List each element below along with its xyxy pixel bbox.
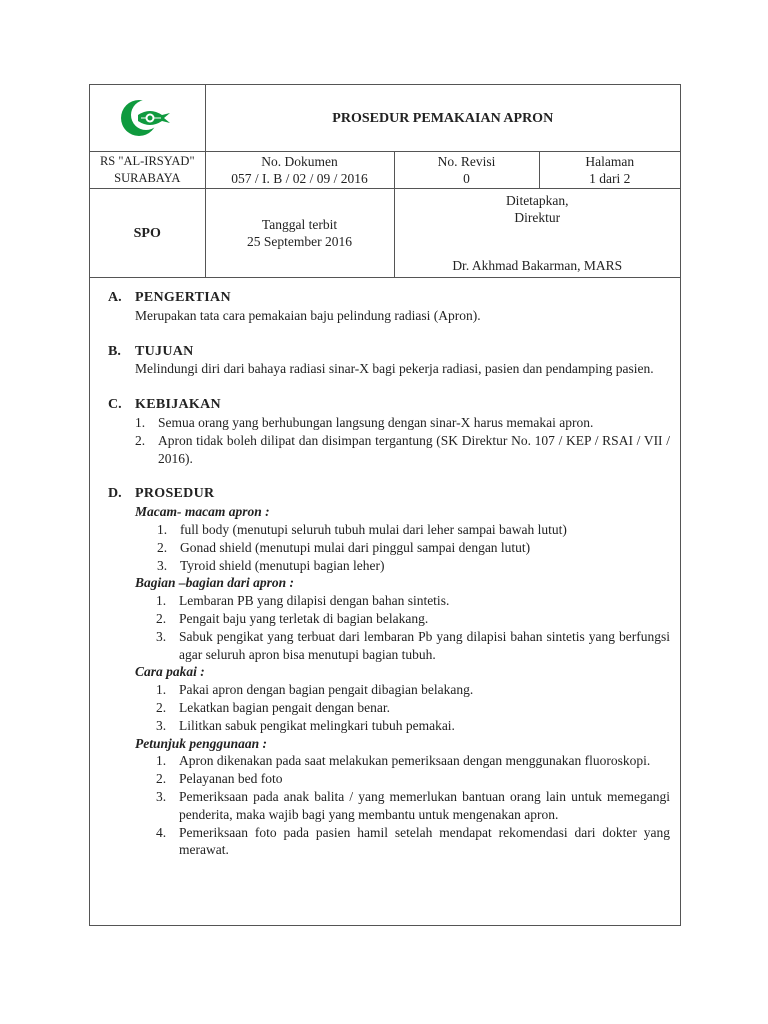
revision-label: No. Revisi <box>437 154 496 169</box>
section-letter: D. <box>108 486 122 502</box>
section-pengertian <box>90 289 680 325</box>
section-kebijakan <box>90 396 680 467</box>
hospital-name <box>90 152 205 189</box>
approval-cell <box>394 189 680 278</box>
section-prosedur <box>90 485 680 859</box>
list-item: 1. full body (menutupi seluruh tubuh mulai dari leher sampai bawah lutut) <box>157 521 567 537</box>
hospital-logo-icon <box>117 93 177 143</box>
issue-date-value: 25 September 2016 <box>247 234 352 249</box>
usage-steps-list <box>135 681 670 734</box>
approval-label: Ditetapkan, <box>505 193 569 208</box>
list-item: 3. Tyroid shield (menutupi bagian leher) <box>157 557 385 573</box>
list-item: 1. Lembaran PB yang dilapisi dengan bahan sintetis. <box>156 593 450 609</box>
section-letter: C. <box>108 397 122 413</box>
list-item: 3. Pemeriksaan pada anak balita / yang memerlukan bantuan orang lain untuk memegangi penderita, maka wajib bagi yang membantu untuk mengenakan apron. <box>156 788 670 822</box>
list-item: 2. Pengait baju yang terletak di bagian belakang. <box>156 610 429 626</box>
apron-parts-list <box>135 592 670 663</box>
revision-value: 0 <box>463 171 470 186</box>
issue-date-label: Tanggal terbit <box>261 217 338 232</box>
subheading-cara: Cara pakai : <box>135 664 205 680</box>
usage-guidance-list <box>135 752 670 859</box>
section-letter: B. <box>108 343 121 359</box>
list-item: 2. Gonad shield (menutupi mulai dari pinggul sampai dengan lutut) <box>157 539 531 555</box>
section-tujuan <box>90 343 680 379</box>
document-content <box>90 289 680 877</box>
list-item: 1. Apron dikenakan pada saat melakukan pemeriksaan dengan menggunakan fluoroskopi. <box>156 753 651 769</box>
hospital-name-line2: SURABAYA <box>114 171 181 185</box>
page-number-label: Halaman <box>585 154 635 169</box>
policy-list <box>135 414 670 467</box>
document-number-value: 057 / I. B / 02 / 09 / 2016 <box>231 171 368 186</box>
section-heading: PROSEDUR <box>135 486 215 502</box>
section-text: Merupakan tata cara pemakaian baju pelindung radiasi (Apron). <box>135 307 481 323</box>
apron-types-list <box>135 521 670 574</box>
spo-label: SPO <box>90 189 205 278</box>
page-number-cell <box>539 152 680 189</box>
section-heading: PENGERTIAN <box>135 290 231 305</box>
document-title: PROSEDUR PEMAKAIAN APRON <box>205 85 680 152</box>
approver-name: Dr. Akhmad Bakarman, MARS <box>452 258 623 273</box>
page-number-value: 1 dari 2 <box>589 171 631 186</box>
list-item: 1. Pakai apron dengan bagian pengait dibagian belakang. <box>156 682 474 698</box>
hospital-name-line1: RS "AL-IRSYAD" <box>99 154 195 168</box>
list-item: 1. Semua orang yang berhubungan langsung dengan sinar-X harus memakai apron. <box>135 414 594 430</box>
section-heading: TUJUAN <box>135 343 194 359</box>
list-item: 3. Sabuk pengikat yang terbuat dari lembaran Pb yang dilapisi bahan sintetis yang berfungsi agar seluruh apron bisa menutupi bagian tubuh. <box>156 628 670 662</box>
section-text: Melindungi diri dari bahaya radiasi sinar-X bagi pekerja radiasi, pasien dan pendamping pasien. <box>135 361 654 377</box>
section-heading: KEBIJAKAN <box>135 397 221 413</box>
list-item: 4. Pemeriksaan foto pada pasien hamil setelah mendapat rekomendasi dari dokter yang merawat. <box>156 824 670 858</box>
revision-cell <box>394 152 539 189</box>
document-header-table <box>90 85 680 278</box>
subheading-macam: Macam- macam apron : <box>135 504 270 520</box>
document-page <box>89 84 681 926</box>
section-letter: A. <box>108 290 122 305</box>
subheading-petunjuk: Petunjuk penggunaan : <box>135 735 268 751</box>
subheading-bagian: Bagian –bagian dari apron : <box>135 575 295 591</box>
document-number-label: No. Dokumen <box>261 154 338 169</box>
document-number-cell <box>205 152 394 189</box>
logo-cell <box>90 85 205 152</box>
list-item: 2. Apron tidak boleh dilipat dan disimpan tergantung (SK Direktur No. 107 / KEP / RSAI / VII / 2016). <box>135 432 670 466</box>
list-item: 2. Lekatkan bagian pengait dengan benar. <box>156 699 391 715</box>
list-item: 3. Lilitkan sabuk pengikat melingkari tubuh pemakai. <box>156 717 455 733</box>
approval-role: Direktur <box>514 210 561 225</box>
issue-date-cell <box>205 189 394 278</box>
list-item: 2. Pelayanan bed foto <box>156 771 283 787</box>
